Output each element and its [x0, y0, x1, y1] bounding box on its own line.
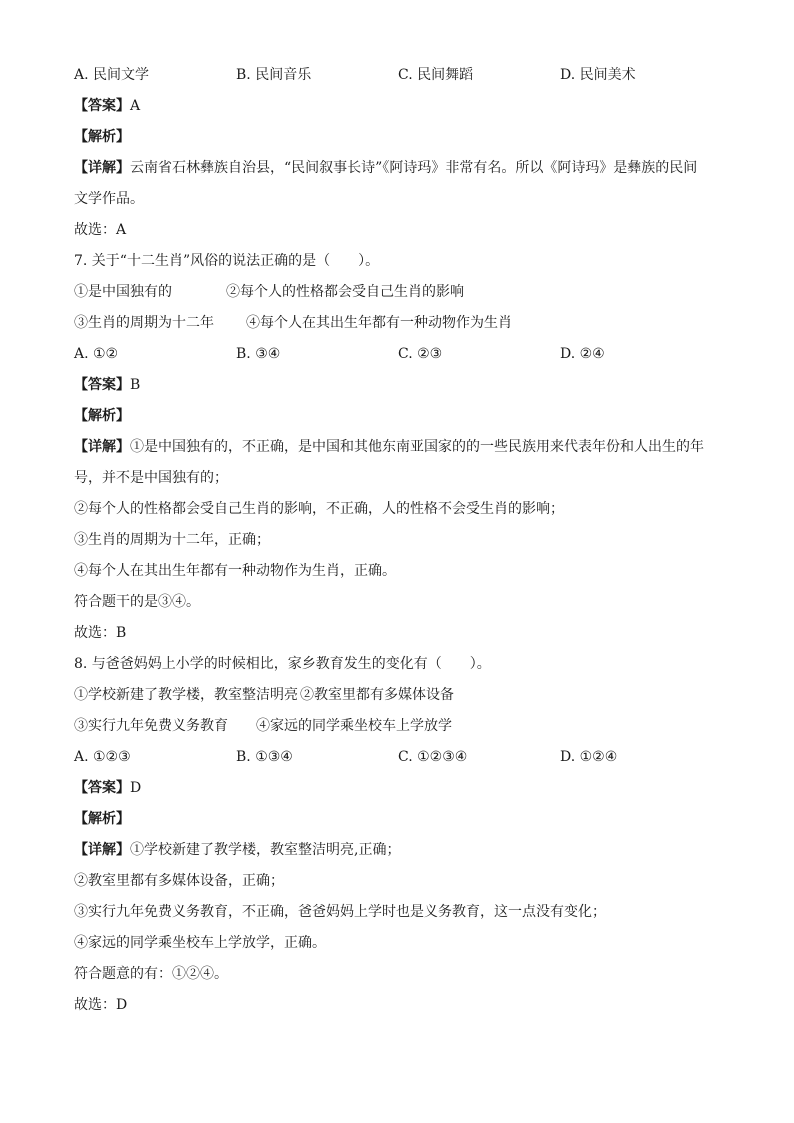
q7-answer	[74, 370, 724, 401]
q6-option-a: A. 民间文学	[74, 67, 150, 83]
q8-detail-line-4: ④家远的同学乘坐校车上学放学，正确。	[74, 935, 326, 951]
q8-detail-line-3: ③实行九年免费义务教育，不正确，爸爸妈妈上学时也是义务教育，这一点没有变化；	[74, 904, 606, 920]
q7-conclusion: 故选：B	[74, 625, 127, 641]
analysis-label: 【解析】	[74, 811, 130, 827]
detail-label: 【详解】	[74, 160, 130, 176]
answer-value: D	[130, 780, 142, 796]
q8-answer	[74, 773, 724, 804]
q8-statement-2: ②教室里都有多媒体设备	[300, 687, 454, 703]
q8-statements-row-1	[74, 680, 724, 711]
answer-label: 【答案】	[74, 98, 130, 114]
q8-option-c: C. ①②③④	[398, 749, 468, 765]
q7-options	[74, 339, 724, 370]
q8-statement-4: ④家远的同学乘坐校车上学放学	[256, 718, 452, 734]
q7-statement-2: ②每个人的性格都会受自己生肖的影响	[226, 284, 464, 300]
detail-label: 【详解】	[74, 439, 130, 455]
q7-statement-1: ①是中国独有的	[74, 284, 172, 300]
q8-options	[74, 742, 724, 773]
q7-detail-line-1	[74, 432, 724, 463]
q6-detail-line-2: 文学作品。	[74, 191, 144, 207]
q7-summary: 符合题干的是③④。	[74, 594, 200, 610]
q8-stem: 8. 与爸爸妈妈上小学的时候相比，家乡教育发生的变化有（ ）。	[74, 656, 491, 672]
q7-detail-line-4: ③生肖的周期为十二年，正确；	[74, 532, 270, 548]
q8-statement-3: ③实行九年免费义务教育	[74, 718, 228, 734]
analysis-label: 【解析】	[74, 408, 130, 424]
q8-statement-1: ①学校新建了教学楼，教室整洁明亮	[74, 687, 298, 703]
q6-options	[74, 60, 724, 91]
q6-option-c: C. 民间舞蹈	[398, 67, 474, 83]
q7-detail-line-2: 号，并不是中国独有的；	[74, 470, 228, 486]
q8-analysis	[74, 804, 724, 835]
q6-answer	[74, 91, 724, 122]
detail-text: 云南省石林彝族自治县，“民间叙事长诗”《阿诗玛》非常有名。所以《阿诗玛》是彝族的民间	[130, 160, 698, 176]
q8-option-b: B. ①③④	[236, 749, 293, 765]
q7-statement-3: ③生肖的周期为十二年	[74, 315, 214, 331]
q8-detail-line-2: ②教室里都有多媒体设备，正确；	[74, 873, 284, 889]
q8-detail-line-1	[74, 835, 724, 866]
document-page	[74, 60, 724, 1021]
q8-option-a: A. ①②③	[74, 749, 131, 765]
q7-option-a: A. ①②	[74, 346, 119, 362]
detail-text: ①是中国独有的，不正确，是中国和其他东南亚国家的的一些民族用来代表年份和人出生的年	[130, 439, 704, 455]
answer-label: 【答案】	[74, 780, 130, 796]
detail-text: ①学校新建了教学楼，教室整洁明亮,正确；	[130, 842, 401, 858]
q6-option-d: D. 民间美术	[560, 67, 636, 83]
answer-value: B	[130, 377, 141, 393]
q8-statements-row-2	[74, 711, 724, 742]
q8-summary: 符合题意的有：①②④。	[74, 966, 228, 982]
analysis-label: 【解析】	[74, 129, 130, 145]
detail-label: 【详解】	[74, 842, 130, 858]
q8-option-d: D. ①②④	[560, 749, 618, 765]
q7-statements-row-1	[74, 277, 724, 308]
q6-analysis	[74, 122, 724, 153]
q7-statement-4: ④每个人在其出生年都有一种动物作为生肖	[246, 315, 512, 331]
answer-value: A	[130, 98, 141, 114]
q7-statements-row-2	[74, 308, 724, 339]
q7-option-c: C. ②③	[398, 346, 443, 362]
q6-conclusion: 故选：A	[74, 222, 127, 238]
q7-detail-line-5: ④每个人在其出生年都有一种动物作为生肖，正确。	[74, 563, 396, 579]
q7-detail-line-3: ②每个人的性格都会受自己生肖的影响，不正确，人的性格不会受生肖的影响；	[74, 501, 564, 517]
q7-option-d: D. ②④	[560, 346, 605, 362]
q6-detail-line-1	[74, 153, 724, 184]
answer-label: 【答案】	[74, 377, 130, 393]
q7-option-b: B. ③④	[236, 346, 281, 362]
q7-analysis	[74, 401, 724, 432]
q7-stem: 7. 关于“十二生肖”风俗的说法正确的是（ ）。	[74, 253, 380, 269]
q6-option-b: B. 民间音乐	[236, 67, 312, 83]
q8-conclusion: 故选：D	[74, 997, 128, 1013]
